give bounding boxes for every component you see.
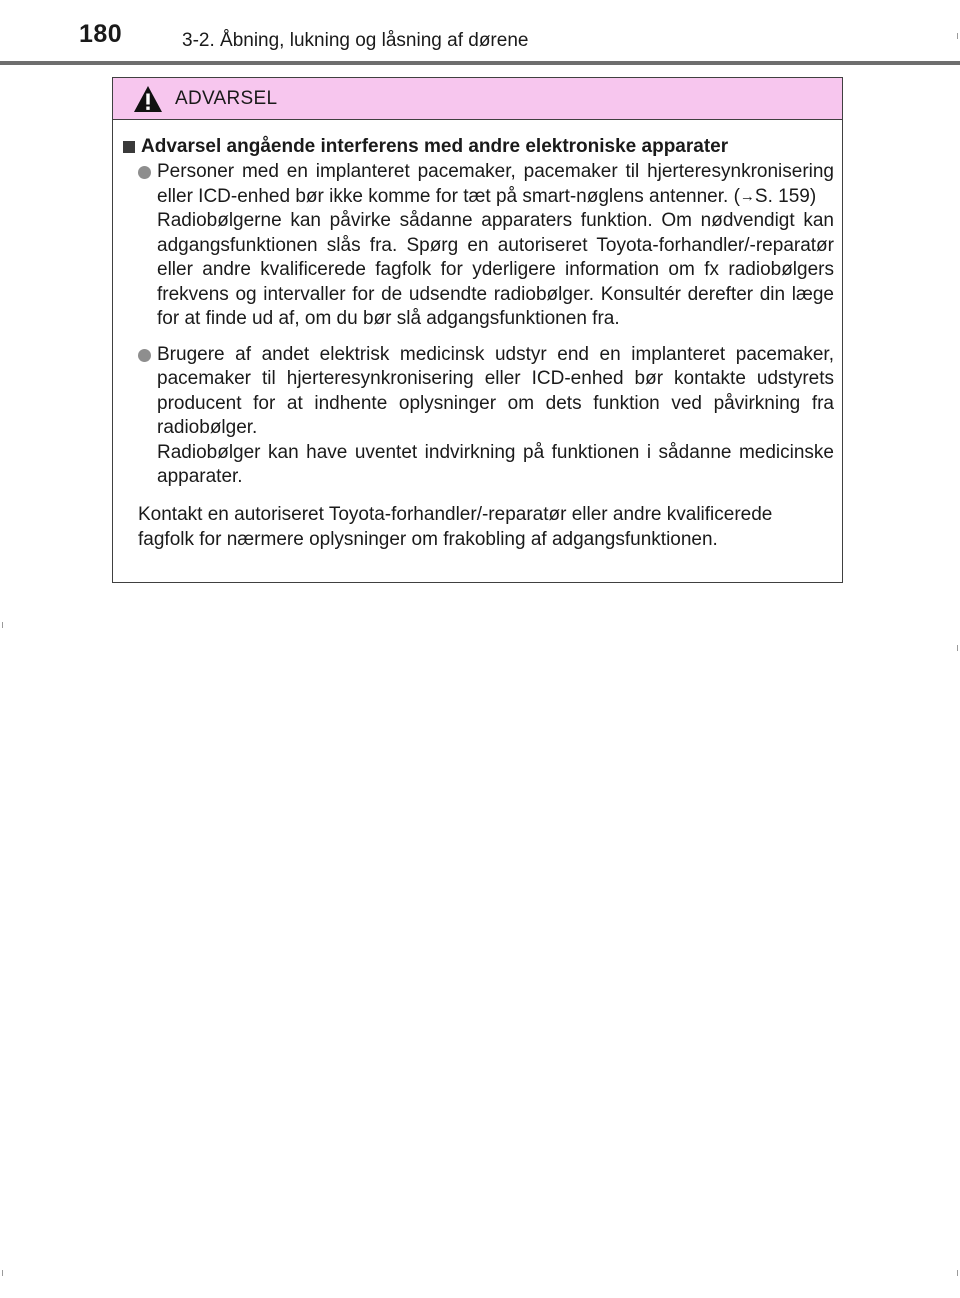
warning-label: ADVARSEL [175,87,278,109]
crop-mark [957,645,958,651]
page-reference-link[interactable]: S. 159) [754,185,817,207]
crop-mark [957,1270,958,1276]
page-number: 180 [79,20,123,48]
list-item-text [157,160,834,332]
warning-triangle-icon [133,85,163,113]
item-paragraph: Radiobølgerne kan påvirke sådanne apparaters funktion. Om nødvendigt kan adgangsfunktionen slås fra. Spørg en autoriseret Toyota-forhandler/-reparatør eller andre kvalificerede fagfolk for yderligere information om fx radiobølgers frekvens og intervaller for de udsendte radiobølger. Konsultér derefter din læge for at finde ud af, om du bør slå adgangsfunktionen fra. [157,210,834,329]
arrow-right-icon: → [739,187,755,205]
round-bullet-icon [138,349,151,362]
crop-mark [2,1270,3,1276]
section-title: 3-2. Åbning, lukning og låsning af dørene [182,30,529,51]
warning-header [113,78,842,120]
square-bullet-icon [123,141,135,153]
crop-mark [2,622,3,628]
item-paragraph [157,160,834,209]
item-text-before-ref: Personer med en implanteret pacemaker, pacemaker til hjerteresynkronisering eller ICD-enhed bør ikke komme for tæt på smart-nøglens antenner. ( [157,161,834,207]
list-item [123,160,834,332]
list-item [123,343,834,490]
item-paragraph: Radiobølger kan have uventet indvirkning på funktionen i sådanne medicinske apparater. [157,441,834,487]
warning-box [112,77,843,583]
warning-heading-text: Advarsel angående interferens med andre elektroniske apparater [141,136,729,157]
round-bullet-icon [138,166,151,179]
warning-body [113,120,842,552]
closing-paragraph: Kontakt en autoriseret Toyota-forhandler/-reparatør eller andre kvalificerede fagfolk for nærmere oplysninger om frakobling af adgangsfunktionen. [138,503,773,550]
item-paragraph: Brugere af andet elektrisk medicinsk udstyr end en implanteret pacemaker, pacemaker til hjerteresynkronisering eller ICD-enhed bør kontakte udstyrets producent for at indhente oplysninger om dets funktion ved påvirkning fra radiobølger. [157,343,834,438]
header-rule [0,61,960,65]
warning-heading [123,134,834,160]
list-item-text [157,343,834,490]
crop-mark [957,33,958,39]
